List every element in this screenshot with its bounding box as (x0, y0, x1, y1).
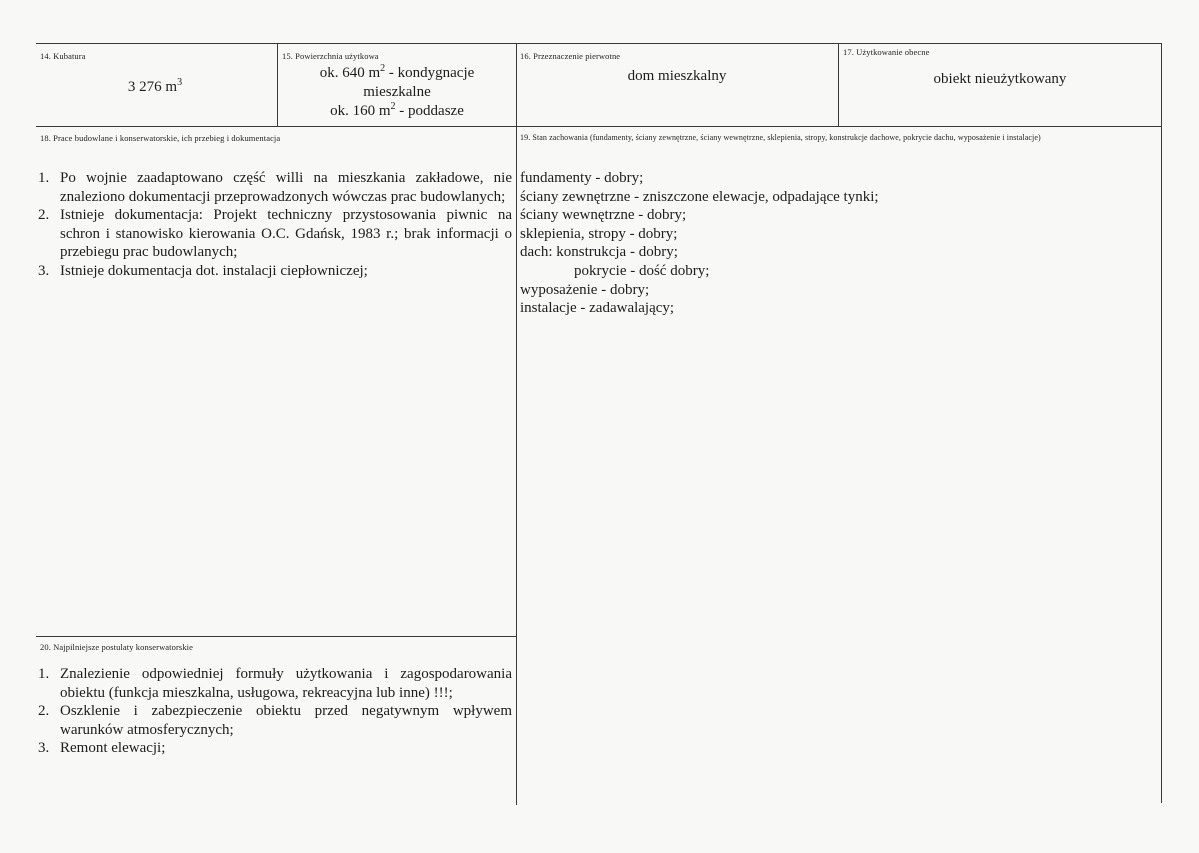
item-text: Oszklenie i zabezpieczenie obiektu przed negatywnym wpływem warunków atmosferycznych; (60, 703, 512, 738)
item-text: Istnieje dokumentacja: Projekt techniczny przystosowania piwnic na schron i stanowisko kierowania O.C. Gdańsk, 1983 r.; brak informacji o przebiegu prac budowlanych; (60, 207, 512, 261)
section20-label: 20. Najpilniejsze postulaty konserwatorskie (40, 642, 194, 652)
area-line-1 (282, 64, 512, 83)
condition-list (520, 169, 1150, 318)
list-item (38, 262, 512, 281)
area-line-3-sup: 2 (390, 101, 396, 112)
item-text: Znalezienie odpowiedniej formuły użytkowania i zagospodarowania obiektu (funkcja mieszkalna, usługowa, rekreacyjna lub inne) !!!; (60, 666, 512, 701)
cubature-number: 3 276 m (127, 79, 178, 95)
top-border (36, 43, 1162, 44)
area-line-1-sup: 2 (380, 63, 386, 74)
cubature-unit-sup: 3 (177, 77, 183, 88)
section16-label: 16. Przeznaczenie pierwotne (520, 51, 621, 61)
cubature-value (40, 78, 270, 97)
area-line-1b: - kondygnacje (385, 65, 475, 81)
section20-divider (36, 636, 516, 637)
item-number: 1. (38, 666, 50, 682)
item-number: 3. (38, 262, 50, 279)
section18-label: 18. Prace budowlane i konserwatorskie, ich przebieg i dokumentacja (40, 133, 281, 143)
area-line-3b: - poddasze (395, 103, 464, 119)
item-number: 1. (38, 170, 50, 186)
area-line-3 (282, 102, 512, 121)
section19-label: 19. Stan zachowania (fundamenty, ściany zewnętrzne, ściany wewnętrzne, sklepienia, stropy, konstrukcje dachowe, pokrycie dachu, wyposażenie i instalacje) (520, 133, 1041, 142)
item-text: Po wojnie zaadaptowano część willi na mieszkania zakładowe, nie znaleziono dokumentacji przeprowadzonych wówczas prac budowlanych; (60, 170, 512, 205)
list-item (38, 206, 512, 262)
area-line-2: mieszkalne (363, 84, 431, 100)
list-item (38, 169, 512, 206)
section17-label: 17. Użytkowanie obecne (843, 47, 930, 57)
area-line-1a: ok. 640 m (319, 65, 381, 81)
current-use-value: obiekt nieużytkowany (933, 71, 1067, 87)
list-item: pokrycie - dość dobry; (574, 262, 710, 279)
area-line-3a: ok. 160 m (330, 103, 391, 119)
list-item: wyposażenie - dobry; (520, 281, 650, 298)
item-number: 2. (38, 703, 50, 720)
list-item (38, 702, 512, 739)
list-item: instalacje - zadawalający; (520, 300, 675, 317)
row-divider (36, 126, 1162, 127)
list-item (38, 739, 512, 758)
list-item: ściany zewnętrzne - zniszczone elewacje, odpadające tynki; (520, 188, 879, 205)
list-item: dach: konstrukcja - dobry; (520, 244, 678, 261)
item-text: Istnieje dokumentacja dot. instalacji ciepłowniczej; (60, 262, 368, 279)
original-purpose-value: dom mieszkalny (627, 68, 727, 84)
section14-label: 14. Kubatura (40, 51, 86, 61)
conservation-postulates-list (38, 665, 512, 758)
vdivider-2 (516, 43, 517, 805)
usable-area-value (282, 64, 512, 121)
list-item (38, 665, 512, 702)
list-item: ściany wewnętrzne - dobry; (520, 207, 687, 224)
vdivider-1 (277, 43, 278, 126)
section15-label: 15. Powierzchnia użytkowa (282, 51, 379, 61)
item-number: 3. (38, 740, 50, 757)
vdivider-3 (838, 43, 839, 126)
right-border (1161, 43, 1162, 803)
construction-works-list (38, 169, 512, 281)
item-number: 2. (38, 207, 50, 224)
list-item: sklepienia, stropy - dobry; (520, 225, 678, 242)
item-text: Remont elewacji; (60, 740, 166, 757)
list-item: fundamenty - dobry; (520, 170, 644, 186)
